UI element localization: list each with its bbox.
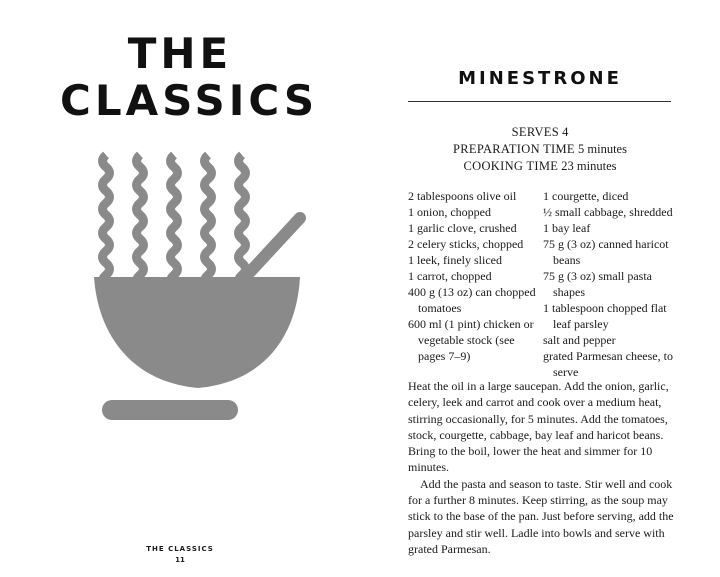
- chapter-title: [60, 29, 319, 125]
- recipe-meta: [408, 124, 672, 175]
- cook-label: COOKING TIME: [463, 159, 559, 173]
- ingredient-item: 2 tablespoons olive oil: [408, 189, 517, 203]
- method: [408, 378, 674, 557]
- pasta-strand-5: [239, 155, 246, 287]
- recipe-title: MINESTRONE: [458, 68, 622, 89]
- chapter-title-line2: CLASSICS: [60, 76, 319, 125]
- pasta-strand-3: [171, 155, 178, 287]
- page-number: 11: [175, 556, 185, 564]
- bowl: [94, 277, 300, 388]
- serves-value: 4: [562, 125, 569, 139]
- ingredient-item: 400 g (13 oz) can chopped tomatoes: [408, 285, 536, 315]
- chapter-title-line1: THE: [127, 29, 233, 78]
- spoon-handle: [250, 218, 300, 272]
- ingredient-item: 1 garlic clove, crushed: [408, 221, 517, 235]
- pasta-strand-2: [137, 155, 144, 287]
- prep-line: [408, 141, 672, 158]
- serves-line: [408, 124, 672, 141]
- ingredients-right: [543, 188, 675, 380]
- ingredient-item: 1 tablespoon chopped flat leaf parsley: [543, 301, 667, 331]
- bowl-base: [102, 400, 238, 420]
- ingredient-item: 75 g (3 oz) canned haricot beans: [543, 237, 669, 267]
- right-page: [360, 0, 720, 577]
- ingredient-item: ½ small cabbage, shredded: [543, 205, 673, 219]
- footer-section: THE CLASSICS: [146, 545, 214, 553]
- ingredient-item: 1 courgette, diced: [543, 189, 629, 203]
- ingredient-item: 1 carrot, chopped: [408, 269, 492, 283]
- serves-label: SERVES: [511, 125, 559, 139]
- ingredient-item: 1 onion, chopped: [408, 205, 491, 219]
- method-paragraph-1: Heat the oil in a large saucepan. Add the onion, garlic, celery, leek and carrot and cook over a medium heat, stirring occasionally, for 5 minutes. Add the tomatoes, stock, courgette, cabbage, bay leaf and haricot beans. Bring to the boil, lower the heat and simmer for 10 minutes.: [408, 379, 669, 475]
- pasta-strand-4: [205, 155, 212, 287]
- method-paragraph-2: Add the pasta and season to taste. Stir well and cook for a further 8 minutes. Keep stirring, as the soup may stick to the base of the pan. Just before serving, add the parsley and stir well. Ladle into bowls and serve with grated Parmesan.: [408, 476, 674, 556]
- prep-value: 5 minutes: [578, 142, 627, 156]
- ingredient-item: 1 leek, finely sliced: [408, 253, 502, 267]
- ingredient-item: 2 celery sticks, chopped: [408, 237, 524, 251]
- prep-label: PREPARATION TIME: [453, 142, 575, 156]
- cook-line: [408, 158, 672, 175]
- title-rule: [408, 101, 671, 102]
- soup-bowl-with-pasta-icon: [90, 150, 320, 425]
- ingredient-item: salt and pepper: [543, 333, 616, 347]
- ingredient-item: 1 bay leaf: [543, 221, 591, 235]
- ingredient-item: 600 ml (1 pint) chicken or vegetable stock (see pages 7–9): [408, 317, 534, 363]
- cook-value: 23 minutes: [561, 159, 617, 173]
- pasta-strand-1: [103, 155, 110, 287]
- ingredients-left: [408, 188, 536, 364]
- ingredient-item: grated Parmesan cheese, to serve: [543, 349, 673, 379]
- ingredient-item: 75 g (3 oz) small pasta shapes: [543, 269, 652, 299]
